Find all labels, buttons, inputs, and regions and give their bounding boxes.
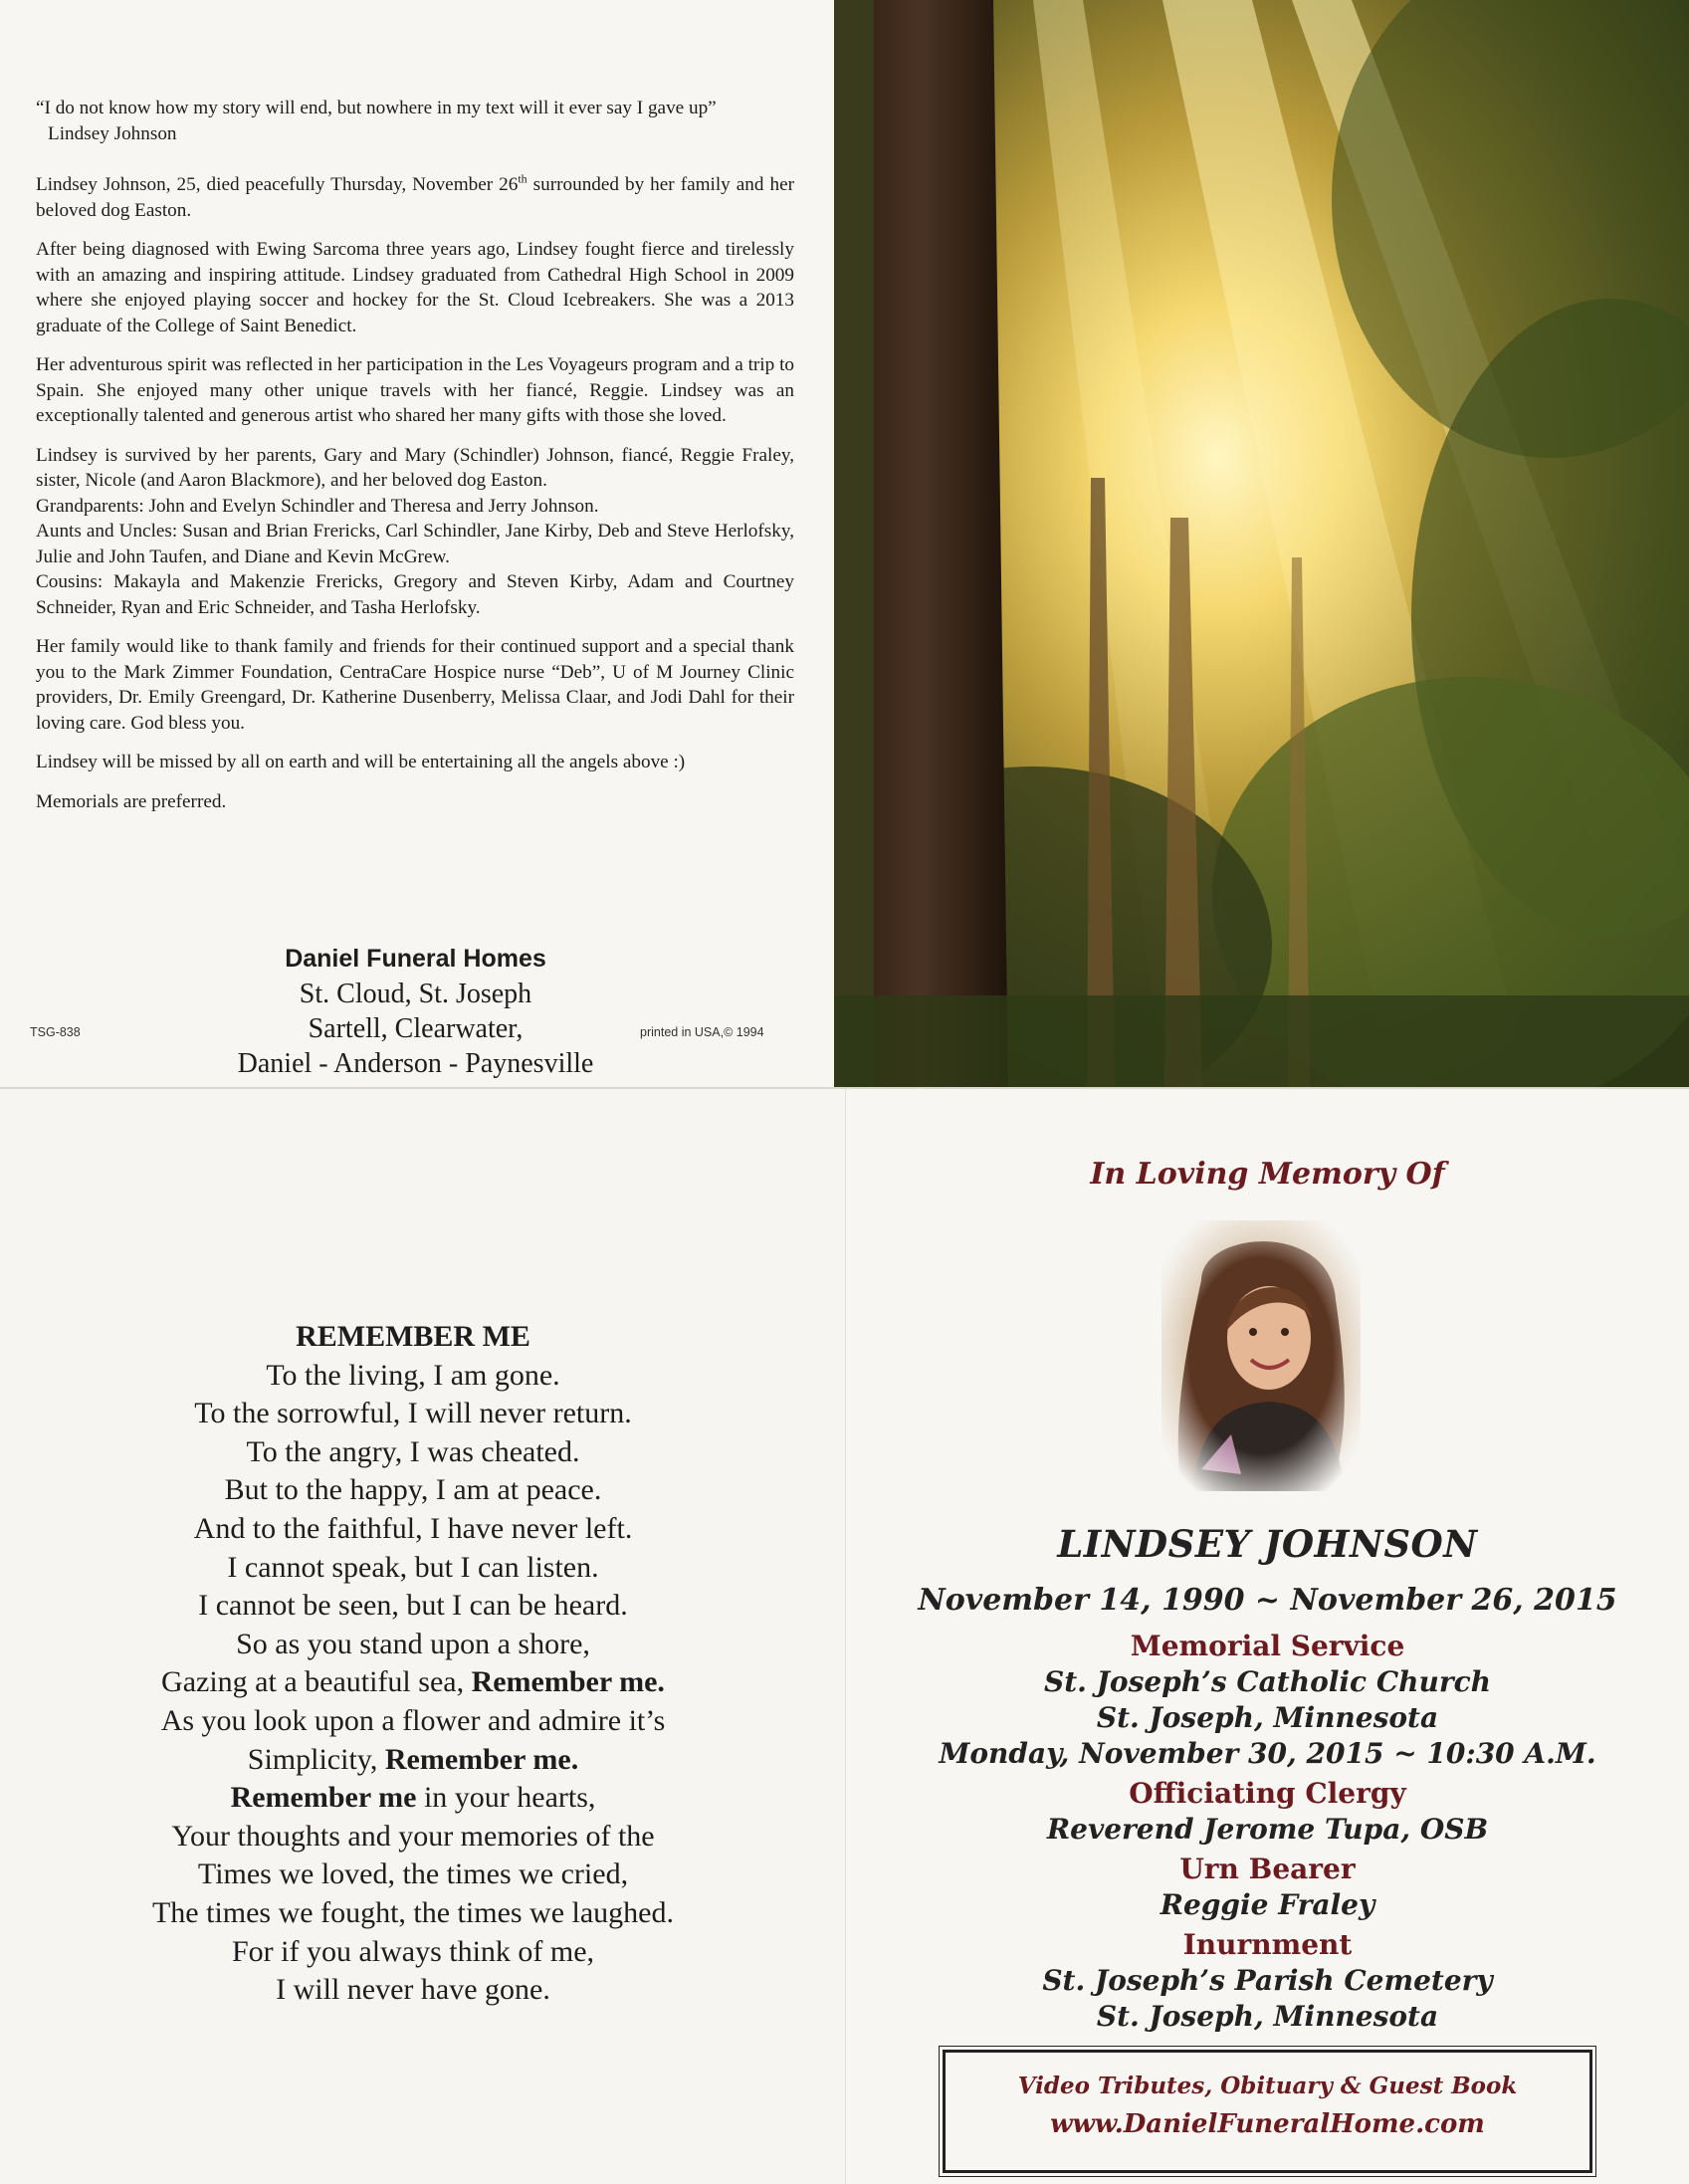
poem-text: in your hearts, [416,1781,596,1815]
poem-line: But to the happy, I am at peace. [224,1473,602,1507]
memorial-time: Monday, November 30, 2015 ~ 10:30 A.M. [939,1737,1596,1770]
memorial-service-label: Memorial Service [1130,1630,1405,1662]
copyright-note: printed in USA,© 1994 [640,1025,764,1039]
poem-emphasis: Remember me. [471,1665,665,1699]
poem-line: Times we loved, the times we cried, [197,1857,629,1891]
website-box [943,2050,1592,2173]
poem-line: I will never have gone. [276,1973,550,2007]
opening-quote: “I do not know how my story will end, but nowhere in my text will it ever say I gave up” [36,98,717,118]
website-url[interactable]: www.DanielFuneralHome.com [1050,2109,1485,2139]
poem-text: Simplicity, [247,1742,385,1776]
service-panel [846,1089,1689,2184]
obituary-p1a: Lindsey Johnson, 25, died peacefully Thursday, November 26 [36,174,519,195]
poem-emphasis: Remember me [230,1781,417,1815]
poem-text: Gazing at a beautiful sea, [161,1665,472,1699]
poem-line [60,1663,766,1702]
quote-author: Lindsey Johnson [48,122,177,144]
inurnment-label: Inurnment [1182,1928,1353,1961]
obituary-p1b: surrounded by her family and her beloved dog Easton. [36,174,794,221]
poem-line: So as you stand upon a shore, [236,1627,590,1660]
obituary-paragraph: Her adventurous spirit was reflected in her participation in the Les Voyageurs program and a trip to Spain. She enjoyed many other unique travels with her fiancé, Reggie. Lindsey was an exceptionally talented and generous artist who shared her many gifts with those she loved. [36,354,794,426]
poem-line: Your thoughts and your memories of the [171,1819,655,1853]
obituary-text [36,96,794,828]
clergy-label: Officiating Clergy [1129,1777,1406,1810]
service-details [846,1629,1689,2035]
poem-title: REMEMBER ME [296,1320,530,1353]
poem-line: I cannot be seen, but I can be heard. [198,1589,628,1623]
obituary-panel [0,0,834,1089]
in-loving-memory-heading: In Loving Memory Of [1090,1157,1445,1192]
urn-bearer-name: Reggie Fraley [1160,1888,1375,1921]
cousins-line: Cousins: Makayla and Makenzie Frericks, Gregory and Steven Kirby, Adam and Courtney Schneider, Ryan and Eric Schneider, and Tasha Herlofsky. [36,571,794,618]
urn-bearer-label: Urn Bearer [1179,1853,1356,1885]
obituary-paragraph [36,172,794,223]
poem-line: To the living, I am gone. [266,1358,560,1392]
website-caption: Video Tributes, Obituary & Guest Book [1017,2073,1518,2099]
funeral-home-location: Daniel - Anderson - Paynesville [237,1048,594,1079]
clergy-name: Reverend Jerome Tupa, OSB [1046,1813,1489,1846]
ordinal-suffix: th [518,171,528,186]
portrait-illustration [1161,1220,1361,1491]
inurnment-place: St. Joseph’s Parish Cemetery [1042,1964,1493,1997]
poem-line [60,1741,766,1780]
forest-image [834,0,1689,1089]
deceased-name: LINDSEY JOHNSON [1057,1522,1478,1566]
inurnment-city: St. Joseph, Minnesota [1096,2000,1439,2033]
poem-line: The times we fought, the times we laughed. [151,1895,675,1929]
poem-line: For if you always think of me, [231,1934,595,1968]
funeral-home-name: Daniel Funeral Homes [285,945,546,973]
obituary-paragraph: Her family would like to thank family and friends for their continued support and a special thank you to the Mark Zimmer Foundation, CentraCare Hospice nurse “Deb”, U of M Journey Clinic providers, Dr. Emily Greengard, Dr. Katherine Dusenberry, Melissa Claar, and Jodi Dahl for their loving care. God bless you. [36,636,794,734]
memorial-city: St. Joseph, Minnesota [1096,1701,1439,1734]
aunts-uncles-line: Aunts and Uncles: Susan and Brian Frericks, Carl Schindler, Jane Kirby, Deb and Steve Herlofsky, Julie and John Taufen, and Diane and Kevin McGrew. [36,521,794,567]
funeral-home-location: St. Cloud, St. Joseph [299,979,532,1009]
poem-panel [0,1089,846,2184]
memorial-place: St. Joseph’s Catholic Church [1044,1665,1491,1698]
life-dates: November 14, 1990 ~ November 26, 2015 [918,1583,1617,1618]
poem-line [60,1779,766,1818]
poem-line: I cannot speak, but I can listen. [227,1550,599,1584]
print-code: TSG-838 [30,1025,81,1039]
poem-line: To the angry, I was cheated. [246,1434,580,1468]
poem-line: As you look upon a flower and admire it’s [160,1703,666,1737]
obituary-paragraph: Memorials are preferred. [36,790,227,812]
funeral-home-location: Sartell, Clearwater, [308,1013,524,1044]
poem-emphasis: Remember me. [384,1742,579,1776]
poem-line: To the sorrowful, I will never return. [194,1397,632,1430]
survivors-paragraph: Lindsey is survived by her parents, Gary and Mary (Schindler) Johnson, fiancé, Reggie Fraley, sister, Nicole (and Aaron Blackmore), and her beloved dog Easton. [36,444,794,491]
forest-illustration [834,0,1689,1089]
obituary-paragraph: Lindsey will be missed by all on earth and will be entertaining all the angels above :) [36,752,686,772]
obituary-paragraph: After being diagnosed with Ewing Sarcoma three years ago, Lindsey fought fierce and tirelessly with an amazing and inspiring attitude. Lindsey graduated from Cathedral High School in 2009 where she enjoyed playing soccer and hockey for the St. Cloud Icebreakers. She was a 2013 graduate of the College of Saint Benedict. [36,239,794,336]
grandparents-line: Grandparents: John and Evelyn Schindler and Theresa and Jerry Johnson. [36,495,599,517]
funeral-home-block [159,942,672,1081]
poem-line: And to the faithful, I have never left. [193,1511,633,1545]
remember-me-poem [60,1318,766,2010]
portrait-photo [1161,1220,1361,1491]
